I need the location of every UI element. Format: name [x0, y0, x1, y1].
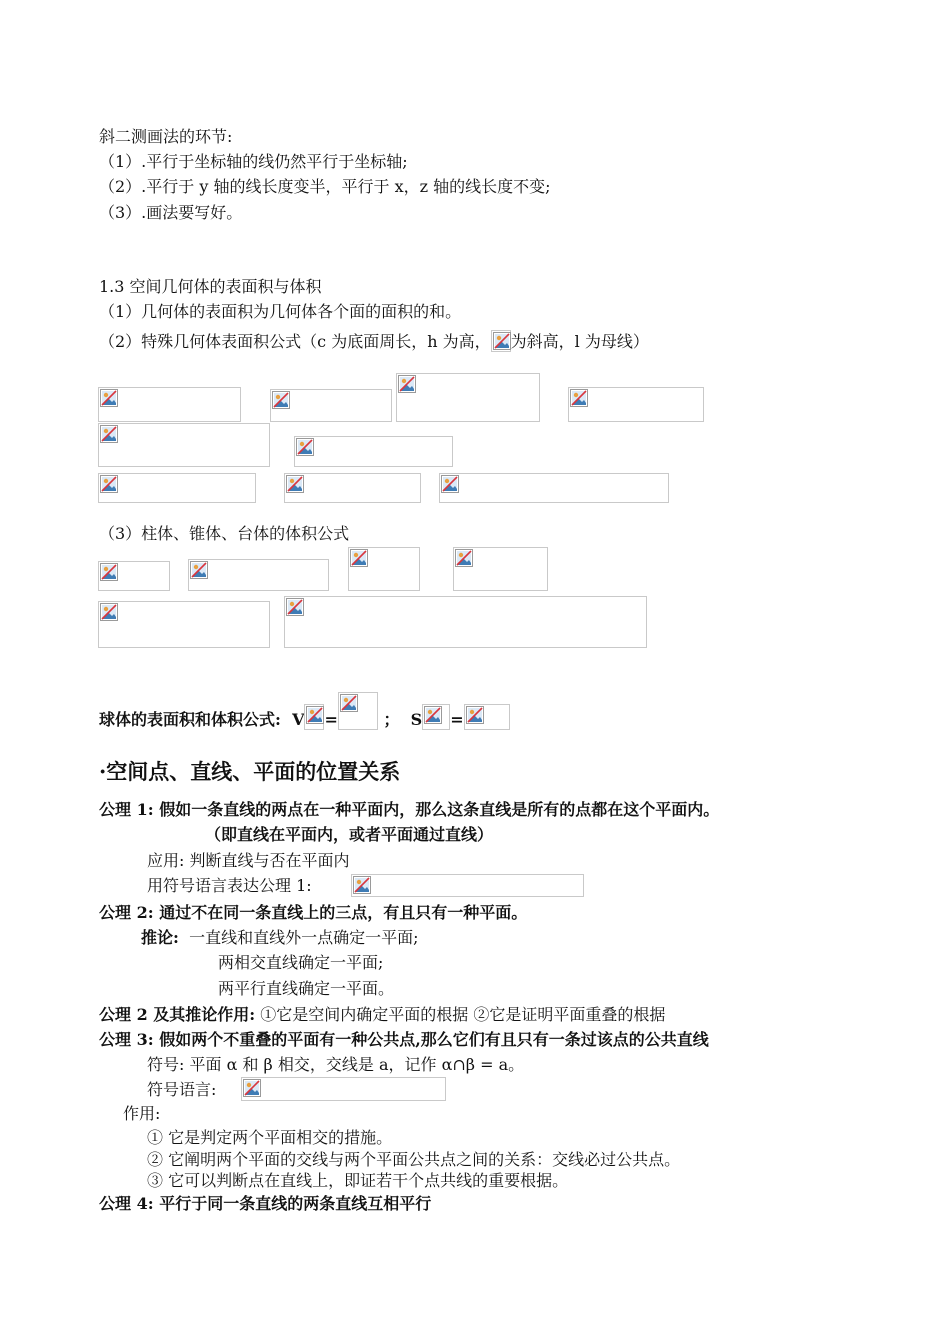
- broken-image-icon: [190, 561, 208, 579]
- axiom-2-corollary: [141, 928, 419, 948]
- sphere-eq1: =: [324, 710, 338, 729]
- volume-title: （3）柱体、锥体、台体的体积公式: [99, 524, 350, 543]
- oblique-item-3: （3）.画法要写好。: [99, 203, 243, 222]
- formula-image: [98, 601, 270, 648]
- axiom-2-use: [99, 1005, 665, 1025]
- axiom-4-text: : 平行于同一条直线的两条直线互相平行: [147, 1194, 432, 1213]
- sphere-sep: ；: [383, 710, 400, 729]
- axiom-4: [99, 1194, 431, 1214]
- axiom-1-text: : 假如一条直线的两点在一种平面内，那么这条直线是所有的点都在这个平面内。: [147, 800, 720, 819]
- formula-image: [98, 473, 256, 503]
- sphere-v: V: [292, 710, 305, 729]
- broken-image-icon: [424, 706, 442, 724]
- broken-image-icon: [286, 598, 304, 616]
- axiom-3-role: 作用:: [123, 1104, 161, 1123]
- formula-image: [98, 561, 170, 591]
- sphere-eq2: =: [450, 710, 464, 729]
- surface-item-1: （1）几何体的表面积为几何体各个面的面积的和。: [99, 302, 462, 321]
- axiom-3-role-3: ③ 它可以判断点在直线上，即证若干个点共线的重要根据。: [147, 1171, 569, 1190]
- axiom-1-note: （即直线在平面内，或者平面通过直线）: [205, 825, 494, 844]
- formula-image: [284, 473, 421, 503]
- broken-image-icon: [243, 1079, 261, 1097]
- axiom-3: [99, 1030, 709, 1050]
- broken-image-icon: [100, 563, 118, 581]
- axiom-3-role-1: ① 它是判定两个平面相交的措施。: [147, 1128, 393, 1147]
- broken-image-icon: [100, 389, 118, 407]
- formula-image: [98, 387, 241, 422]
- corollary-3: 两平行直线确定一平面。: [218, 979, 395, 998]
- formula-image: [270, 389, 392, 422]
- axiom-4-label: 公理 4: [99, 1194, 148, 1213]
- sphere-label: 球体的表面积和体积公式:: [99, 710, 281, 729]
- axiom-1-use: 应用: 判断直线与否在平面内: [147, 851, 350, 870]
- surface-title: 1.3 空间几何体的表面积与体积: [99, 277, 322, 296]
- slant-height-formula-image: [491, 330, 511, 352]
- broken-image-icon: [272, 391, 290, 409]
- surface-item-2-before: （2）特殊几何体表面积公式（c 为底面周长，h 为高，: [99, 332, 491, 351]
- broken-image-icon: [286, 475, 304, 493]
- broken-image-icon: [570, 389, 588, 407]
- axiom-2-use-text: ①它是空间内确定平面的根据 ②它是证明平面重叠的根据: [260, 1005, 666, 1024]
- sphere-volume-image: [338, 692, 378, 730]
- axiom-3-text: : 假如两个不重叠的平面有一种公共点,那么它们有且只有一条过该点的公共直线: [147, 1030, 709, 1049]
- formula-image: [294, 436, 453, 467]
- axiom-1-symbol-image: [351, 874, 584, 897]
- axiom-1-symbol-label: 用符号语言表达公理 1:: [147, 876, 312, 895]
- oblique-item-1: （1）.平行于坐标轴的线仍然平行于坐标轴;: [99, 152, 408, 171]
- broken-image-icon: [100, 475, 118, 493]
- formula-image: [453, 547, 548, 591]
- broken-image-icon: [441, 475, 459, 493]
- corollary-1: 一直线和直线外一点确定一平面;: [189, 928, 419, 947]
- broken-image-icon: [350, 549, 368, 567]
- axiom-2-use-label: 公理 2 及其推论作用:: [99, 1005, 256, 1024]
- sphere-s: S: [410, 710, 423, 729]
- sphere-area-image: [464, 704, 510, 730]
- broken-image-icon: [100, 425, 118, 443]
- sphere-s-image: [422, 704, 450, 730]
- sphere-formula-line: [99, 692, 510, 730]
- formula-image: [188, 559, 329, 591]
- axiom-3-symbol-lang: 符号语言:: [147, 1080, 217, 1099]
- axiom-1: [99, 800, 719, 820]
- oblique-title: 斜二测画法的环节:: [99, 127, 233, 146]
- surface-item-2-after: 为斜高，l 为母线）: [510, 332, 649, 351]
- axiom-1-label: 公理 1: [99, 800, 148, 819]
- formula-image: [98, 423, 270, 467]
- formula-image: [284, 596, 647, 648]
- broken-image-icon: [455, 549, 473, 567]
- formula-image: [439, 473, 669, 503]
- position-heading: ·空间点、直线、平面的位置关系: [99, 759, 401, 784]
- broken-image-icon: [306, 706, 324, 724]
- axiom-3-role-2: ② 它阐明两个平面的交线与两个平面公共点之间的关系：交线必过公共点。: [147, 1150, 681, 1169]
- sphere-v-image: [304, 704, 324, 730]
- oblique-item-2: （2）.平行于 y 轴的线长度变半，平行于 x，z 轴的线长度不变;: [99, 177, 551, 196]
- broken-image-icon: [340, 694, 358, 712]
- broken-image-icon: [100, 603, 118, 621]
- axiom-1-symbol: [147, 876, 312, 896]
- axiom-2-label: 公理 2: [99, 903, 148, 922]
- axiom-3-symbol-image: [241, 1077, 446, 1101]
- axiom-3-symbol-line: 符号: 平面 α 和 β 相交，交线是 a，记作 α∩β = a。: [147, 1055, 525, 1074]
- axiom-2: [99, 903, 527, 923]
- formula-image: [396, 373, 540, 422]
- surface-item-2: [99, 330, 649, 352]
- broken-image-icon: [493, 332, 511, 350]
- broken-image-icon: [353, 876, 371, 894]
- formula-image: [348, 547, 420, 591]
- broken-image-icon: [296, 438, 314, 456]
- formula-image: [568, 387, 704, 422]
- axiom-3-label: 公理 3: [99, 1030, 148, 1049]
- broken-image-icon: [466, 706, 484, 724]
- axiom-2-text: : 通过不在同一条直线上的三点，有且只有一种平面。: [147, 903, 528, 922]
- corollary-2: 两相交直线确定一平面;: [218, 953, 384, 972]
- broken-image-icon: [398, 375, 416, 393]
- corollary-label: 推论:: [141, 928, 179, 947]
